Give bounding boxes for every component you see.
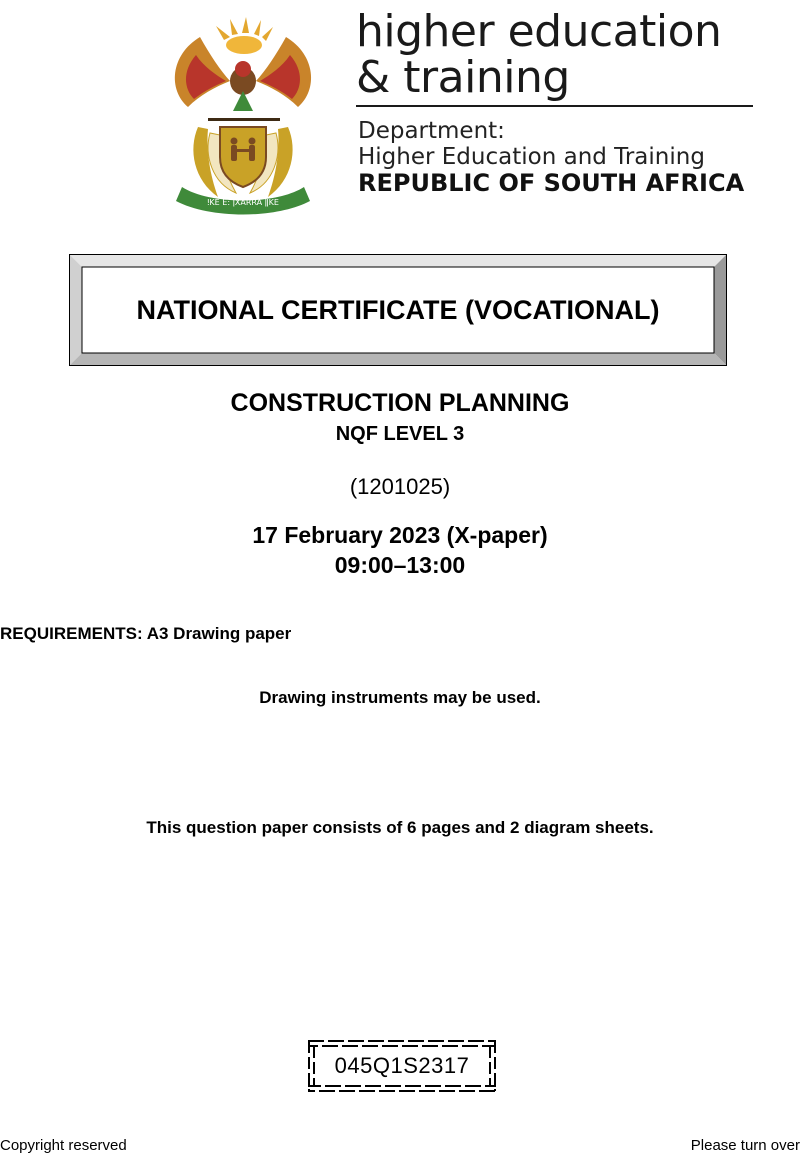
subject-title: CONSTRUCTION PLANNING: [230, 389, 570, 417]
dept-country: REPUBLIC OF SOUTH AFRICA: [358, 169, 745, 197]
paper-code: 045Q1S2317: [334, 1053, 470, 1078]
dept-name-line1: higher education: [356, 6, 722, 57]
dept-label: Department:: [358, 118, 505, 144]
coat-of-arms-icon: [160, 15, 325, 215]
dept-name-line2: & training: [356, 52, 570, 103]
dept-fullname: Higher Education and Training: [358, 144, 705, 170]
instruments-note: Drawing instruments may be used.: [259, 688, 541, 707]
requirements: REQUIREMENTS: A3 Drawing paper: [0, 624, 292, 643]
header-divider: [356, 105, 753, 107]
subject-code: (1201025): [349, 474, 451, 499]
exam-date: 17 February 2023 (X-paper): [252, 522, 548, 548]
paper-code-box: [304, 1037, 500, 1095]
footer-copyright: Copyright reserved: [0, 1137, 127, 1154]
exam-time: 09:00–13:00: [334, 552, 466, 578]
nqf-level: NQF LEVEL 3: [335, 423, 465, 445]
emblem-motto: ǃKE E: ǀXARRA ǁKE: [207, 198, 279, 207]
title-box: [69, 254, 727, 366]
footer-turn-over: Please turn over: [690, 1137, 800, 1154]
certificate-title: NATIONAL CERTIFICATE (VOCATIONAL): [136, 294, 660, 325]
pages-note: This question paper consists of 6 pages and 2 diagram sheets.: [146, 818, 654, 837]
